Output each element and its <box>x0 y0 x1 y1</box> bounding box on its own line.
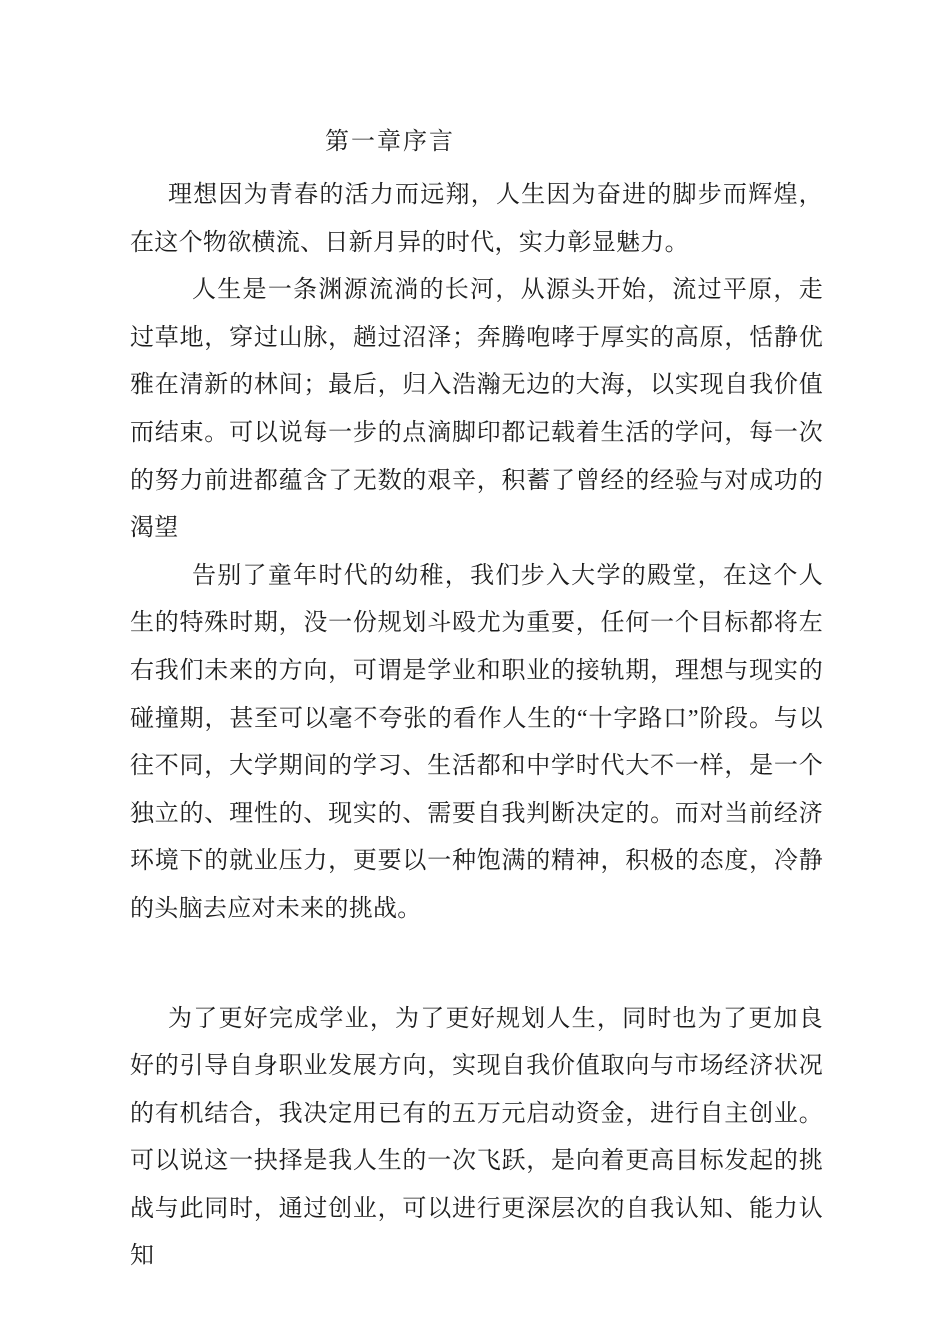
paragraph-entrepreneurship: 为了更好完成学业，为了更好规划人生，同时也为了更加良好的引导自身职业发展方向，实现自我价值取向与市场经济状况的有机结合，我决定用已有的五万元启动资金，进行自主创业。可以说这一抉择是我人生的一次飞跃，是向着更高目标发起的挑战与此同时，通过创业，可以进行更深层次的自我认知、能力认知 <box>130 1005 823 1270</box>
paragraph-intro: 理想因为青春的活力而远翔，人生因为奋进的脚步而辉煌，在这个物欲横流、日新月异的时代，实力彰显魅力。 <box>130 182 823 256</box>
chapter-title: 第一章序言 <box>325 129 455 155</box>
paragraph-university-crossroad: 告别了童年时代的幼稚，我们步入大学的殿堂，在这个人生的特殊时期，没一份规划斗殴尤为重要，任何一个目标都将左右我们未来的方向，可谓是学业和职业的接轨期，理想与现实的碰撞期，甚至可以毫不夸张的看作人生的“十字路口”阶段。与以往不同，大学期间的学习、生活都和中学时代大不一样，是一个独立的、理性的、现实的、需要自我判断决定的。而对当前经济环境下的就业压力，更要以一种饱满的精神，积极的态度，冷静的头脑去应对未来的挑战。 <box>130 562 823 922</box>
empty-paragraph <box>130 934 823 996</box>
paragraph-life-river: 人生是一条渊源流淌的长河，从源头开始，流过平原，走过草地，穿过山脉，趟过沼泽；奔腾咆哮于厚实的高原，恬静优雅在清新的林间；最后，归入浩瀚无边的大海，以实现自我价值而结束。可以说每一步的点滴脚印都记载着生活的学问，每一次的努力前进都蕴含了无数的艰辛，积蓄了曾经的经验与对成功的渴望 <box>130 277 823 542</box>
